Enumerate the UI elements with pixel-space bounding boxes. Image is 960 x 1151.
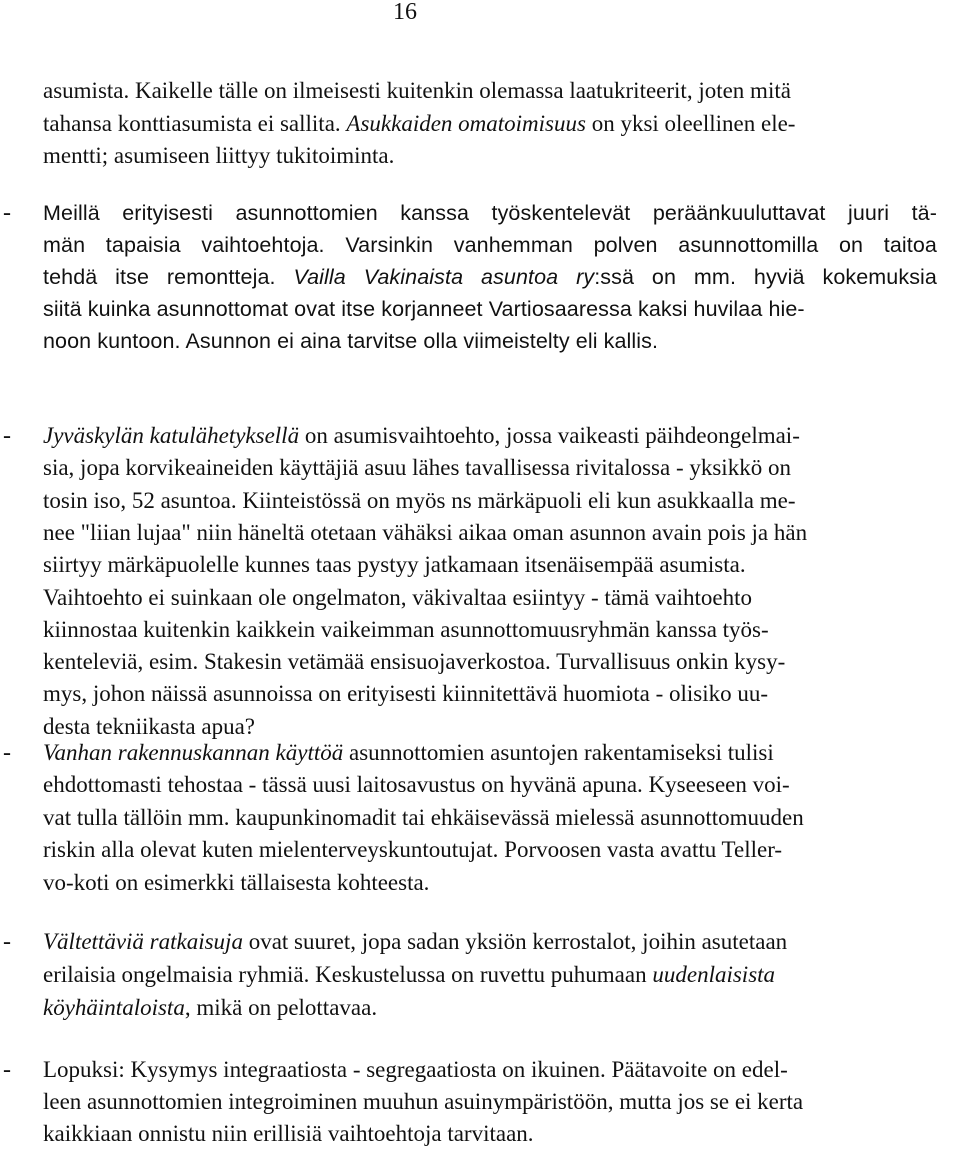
paragraph-bullet-2 bbox=[0, 421, 960, 744]
text-run: tahansa konttiasumista ei sallita. bbox=[43, 110, 347, 136]
text-line bbox=[43, 1119, 937, 1149]
paragraph-bullet-3 bbox=[0, 738, 960, 900]
text-line bbox=[43, 76, 937, 106]
text-run: kaikkiaan onnistu niin erillisiä vaihtoehtoja tarvitaan. bbox=[43, 1121, 534, 1146]
text-line bbox=[43, 294, 937, 324]
text-line bbox=[43, 770, 937, 800]
text-run: , mikä on pelottavaa. bbox=[184, 995, 378, 1020]
text-run: desta tekniikasta apua? bbox=[43, 713, 256, 739]
text-line bbox=[43, 550, 937, 580]
text-run: erilaisia ongelmaisia ryhmiä. Keskustelussa on ruvettu puhumaan bbox=[43, 962, 653, 987]
text-line bbox=[43, 453, 937, 483]
text-run: on yksi oleellinen ele- bbox=[585, 110, 796, 136]
italic-text: Vailla Vakinaista asuntoa ry bbox=[293, 265, 595, 289]
text-run: mentti; asumiseen liittyy tukitoiminta. bbox=[43, 143, 395, 168]
italic-text: uudenlaisista bbox=[652, 962, 776, 987]
text-run: tosin iso, 52 asuntoa. Kiinteistössä on myös ns märkäpuoli eli kun asukkaalla me- bbox=[43, 487, 796, 513]
text-line bbox=[43, 647, 937, 677]
text-run: vo-koti on esimerkki tällaisesta kohteesta. bbox=[43, 869, 430, 895]
text-run: riskin alla olevat kuten mielenterveyskuntoutujat. Porvoosen vasta avattu Teller- bbox=[43, 837, 783, 863]
text-line bbox=[43, 615, 937, 645]
text-line bbox=[43, 835, 937, 865]
page-number: 16 bbox=[393, 0, 417, 25]
text-line bbox=[43, 421, 937, 451]
text-run: noon kuntoon. Asunnon ei aina tarvitse olla viimeistelty eli kallis. bbox=[43, 329, 659, 353]
bullet-dash: - bbox=[3, 200, 11, 226]
text-run: kiinnostaa kuitenkin kaikkein vaikeimman asunnottomuusryhmän kanssa työs- bbox=[43, 616, 769, 642]
text-run: sia, jopa korvikeaineiden käyttäjiä asuu lähes tavallisessa rivitalossa - yksikkö on bbox=[43, 455, 791, 481]
text-line bbox=[43, 518, 937, 548]
paragraph-intro bbox=[0, 76, 960, 174]
italic-text: Vanhan rakennuskannan käyttöä bbox=[43, 740, 344, 765]
text-line bbox=[43, 326, 937, 356]
text-line bbox=[43, 486, 937, 516]
text-run: asumista. Kaikelle tälle on ilmeisesti kuitenkin olemassa laatukriteerit, joten mitä bbox=[43, 78, 791, 103]
text-line bbox=[43, 927, 937, 957]
text-line bbox=[43, 960, 937, 990]
bullet-dash: - bbox=[3, 1057, 11, 1083]
text-line bbox=[43, 1055, 937, 1085]
text-run: asunnottomien asuntojen rakentamiseksi tulisi bbox=[343, 740, 774, 765]
bullet-dash: - bbox=[3, 740, 11, 766]
italic-text: Vältettäviä ratkaisuja bbox=[43, 929, 243, 954]
italic-text: Asukkaiden omatoimisuus bbox=[346, 110, 586, 136]
text-run: on asumisvaihtoehto, jossa vaikeasti päihdeongelmai- bbox=[299, 423, 800, 448]
text-line bbox=[43, 198, 937, 228]
text-line bbox=[43, 679, 937, 709]
text-line bbox=[43, 993, 937, 1023]
text-line bbox=[43, 803, 937, 833]
italic-text: Jyväskylän katulähetyksellä bbox=[43, 423, 300, 448]
text-run: Meillä erityisesti asunnottomien kanssa työskentelevät peräänkuuluttavat juuri tä- bbox=[43, 201, 937, 225]
text-run: mys, johon näissä asunnoissa on erityisesti kiinnitettävä huomiota - olisiko uu- bbox=[43, 681, 769, 707]
paragraph-bullet-5 bbox=[0, 1055, 960, 1151]
text-run: tehdä itse remontteja. bbox=[43, 265, 294, 289]
text-line bbox=[43, 230, 937, 260]
text-line bbox=[43, 262, 937, 292]
bullet-dash: - bbox=[3, 929, 11, 955]
text-run: leen asunnottomien integroiminen muuhun asuinympäristöön, mutta jos se ei kerta bbox=[43, 1089, 804, 1114]
text-run: :ssä on mm. hyviä kokemuksia bbox=[594, 265, 937, 289]
text-run: kenteleviä, esim. Stakesin vetämää ensisuojaverkostoa. Turvallisuus onkin kysy- bbox=[43, 649, 786, 675]
text-run: ovat suuret, jopa sadan yksiön kerrostalot, joihin asutetaan bbox=[242, 929, 788, 954]
text-line bbox=[43, 1087, 937, 1117]
text-run: siirtyy märkäpuolelle kunnes taas pystyy jatkamaan itsenäisempää asumista. bbox=[43, 552, 746, 578]
text-line bbox=[43, 141, 937, 171]
text-run: vat tulla tällöin mm. kaupunkinomadit tai ehkäisevässä mielessä asunnottomuuden bbox=[43, 804, 804, 830]
bullet-dash: - bbox=[3, 423, 11, 449]
text-line bbox=[43, 738, 937, 768]
text-run: siitä kuinka asunnottomat ovat itse korjanneet Vartiosaaressa kaksi huvilaa hie- bbox=[43, 297, 805, 321]
text-run: Vaihtoehto ei suinkaan ole ongelmaton, väkivaltaa esiintyy - tämä vaihtoehto bbox=[43, 584, 752, 610]
paragraph-bullet-4 bbox=[0, 927, 960, 1026]
text-run: ehdottomasti tehostaa - tässä uusi laitosavustus on hyvänä apuna. Kyseeseen voi- bbox=[43, 772, 790, 798]
text-line bbox=[43, 109, 937, 139]
text-run: män tapaisia vaihtoehtoja. Varsinkin vanhemman polven asunnottomilla on taitoa bbox=[43, 233, 937, 257]
text-line bbox=[43, 868, 937, 898]
italic-text: köyhäintaloista bbox=[43, 995, 185, 1020]
paragraph-bullet-1 bbox=[0, 198, 960, 358]
text-line bbox=[43, 583, 937, 613]
text-run: Lopuksi: Kysymys integraatiosta - segregaatiosta on ikuinen. Päätavoite on edel- bbox=[43, 1057, 788, 1082]
text-run: nee "liian lujaa" niin häneltä otetaan vähäksi aikaa oman asunnon avain pois ja hän bbox=[43, 519, 808, 545]
